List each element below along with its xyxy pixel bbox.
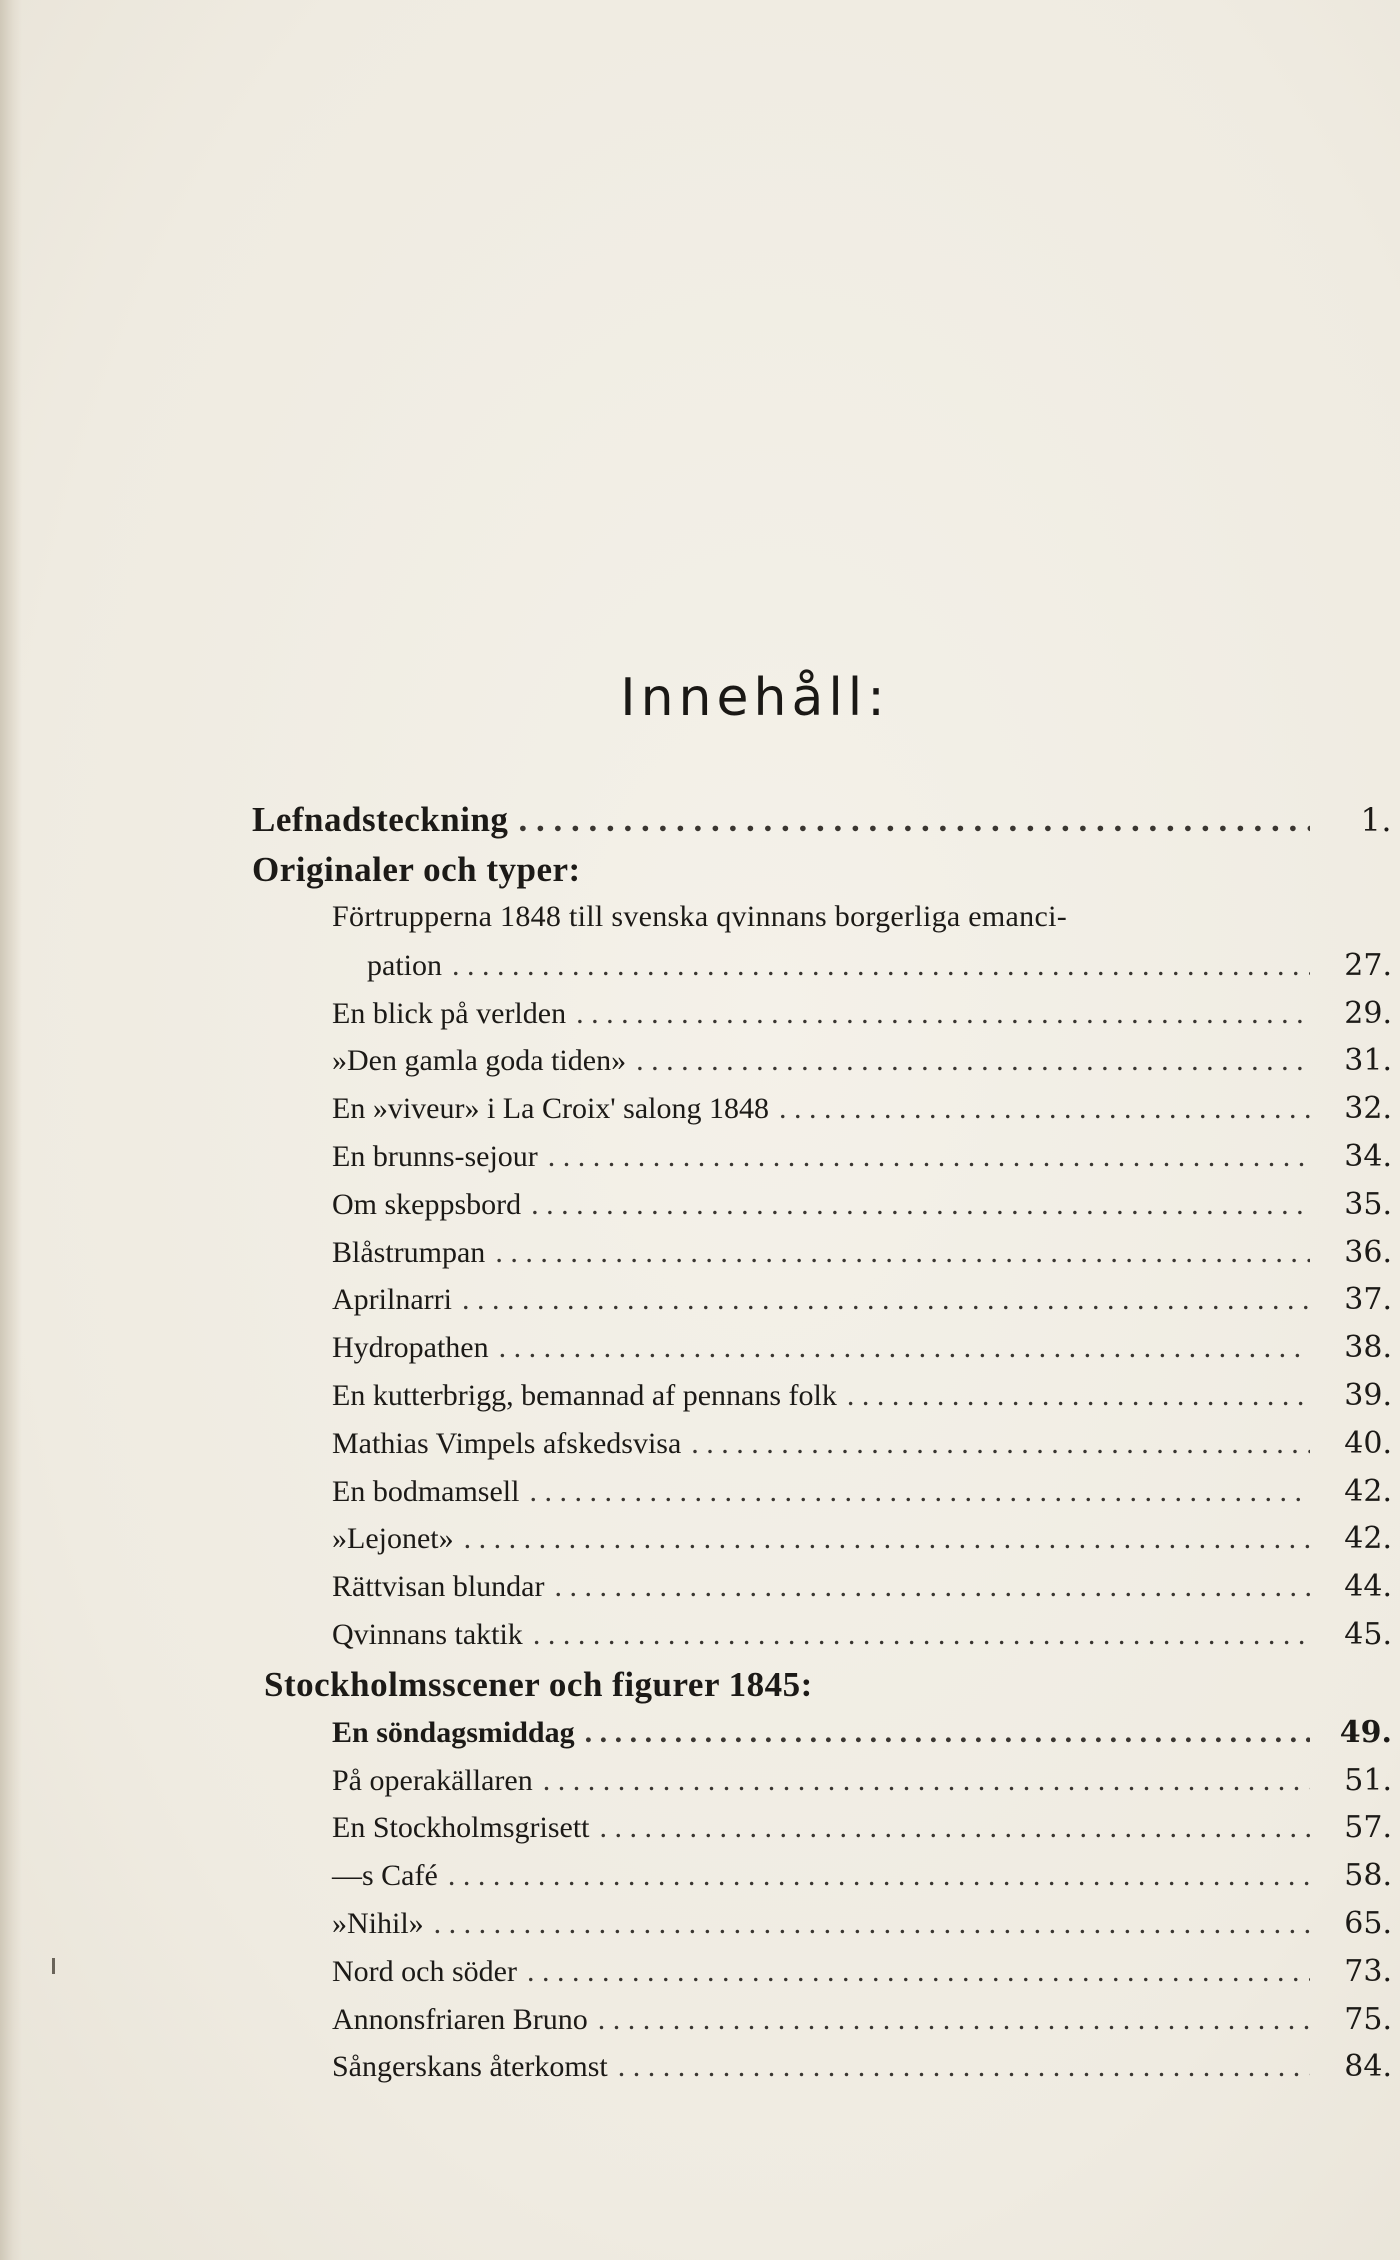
toc-entry-label: pation [367,948,442,982]
toc-entry [332,1426,1392,1474]
toc-entry-label: Annonsfriaren Bruno [332,2002,588,2036]
dot-leader [598,2003,1310,2037]
toc-entry-label: En brunns-sejour [332,1139,538,1173]
dot-leader [529,1475,1310,1509]
table-of-contents [252,800,1392,2097]
toc-entry [332,1569,1392,1617]
dot-leader [585,1716,1310,1750]
dot-leader [533,1618,1310,1652]
toc-entry [332,996,1392,1044]
dot-leader [452,949,1310,983]
dot-leader [543,1764,1310,1798]
toc-page-number: 39. [1344,1377,1392,1413]
toc-entry [332,1282,1392,1330]
dot-leader [636,1044,1310,1078]
section-heading-stockholmsscener [264,1665,1392,1715]
toc-entry-label: »Den gamla goda tiden» [332,1044,627,1078]
toc-entry [332,1139,1392,1187]
print-blemish [52,1958,55,1974]
toc-entry-label: En kutterbrigg, bemannad af pennans folk [332,1378,837,1412]
toc-entry [332,1235,1392,1283]
toc-page-number: 27. [1344,947,1392,983]
toc-entry-label: —s Café [332,1859,438,1893]
toc-entry-label: Mathias Vimpels afskedsvisa [332,1426,682,1460]
toc-entry [332,2002,1392,2050]
toc-page-number: 49. [1339,1714,1392,1750]
dot-leader [464,1522,1310,1556]
toc-entry-label: Hydropathen [332,1331,489,1365]
toc-page-number: 32. [1344,1091,1392,1127]
binding-edge [0,0,22,2260]
dot-leader [691,1427,1310,1461]
toc-page-number: 37. [1344,1282,1392,1318]
toc-page-number: 34. [1344,1138,1392,1174]
page-title: Innehåll: [620,668,890,728]
dot-leader [462,1283,1310,1317]
toc-entry-label: Om skeppsbord [332,1187,522,1221]
toc-entry-label: En Stockholmsgrisett [332,1811,590,1845]
toc-entry [332,1858,1392,1906]
dot-leader [434,1907,1310,1941]
toc-page-number: 65. [1344,1905,1392,1941]
toc-entry [332,1378,1392,1426]
toc-entry-label: Qvinnans taktik [332,1617,523,1651]
toc-entry-label: Förtrupperna 1848 till svenska qvinnans borgerliga emanci- [332,900,1068,933]
dot-leader [527,1955,1310,1989]
section-heading-label: Originaler och typer: [252,850,581,889]
toc-page-number: 35. [1344,1186,1392,1222]
toc-entry-label: Nord och söder [332,1954,517,1988]
toc-entry-label: »Nihil» [332,1906,424,1940]
toc-entry [332,2049,1392,2097]
toc-page-number: 42. [1344,1521,1392,1557]
toc-entry [332,1474,1392,1522]
section-heading-label: Stockholmsscener och figurer 1845: [264,1664,813,1704]
toc-page-number: 73. [1344,1953,1392,1989]
dot-leader [600,1811,1311,1845]
toc-entry [332,1954,1392,2002]
toc-entry [332,1906,1392,1954]
dot-leader [554,1570,1310,1604]
toc-entry [332,1763,1392,1811]
toc-entry [332,1521,1392,1569]
toc-page-number: 40. [1344,1425,1392,1461]
dot-leader [779,1092,1310,1126]
toc-entry-line [332,900,1392,948]
toc-entry [332,1043,1392,1091]
toc-entry [332,1091,1392,1139]
toc-entry [367,948,1392,996]
toc-entry [332,1187,1392,1235]
toc-entry-label: På operakällaren [332,1763,533,1797]
toc-entry [332,1330,1392,1378]
toc-page-number: 58. [1344,1858,1392,1894]
toc-entry-label: »Lejonet» [332,1522,454,1556]
toc-page-number: 29. [1344,995,1392,1031]
toc-page-number: 44. [1344,1569,1392,1605]
toc-page-number: 38. [1344,1330,1392,1366]
toc-entry-label: En blick på verlden [332,996,567,1030]
toc-page-number: 75. [1344,2001,1392,2037]
toc-page-number: 84. [1344,2049,1392,2085]
toc-entry-label: En söndagsmiddag [332,1715,575,1749]
dot-leader [499,1331,1310,1365]
toc-entry-label: Sångerskans återkomst [332,2050,608,2084]
toc-page-number: 45. [1344,1616,1392,1652]
toc-entry-label: En bodmamsell [332,1474,520,1508]
toc-page-number: 31. [1344,1043,1392,1079]
toc-page-number: 51. [1344,1762,1392,1798]
toc-entry-label: En »viveur» i La Croix' salong 1848 [332,1092,770,1126]
dot-leader [531,1188,1310,1222]
dot-leader [448,1859,1310,1893]
dot-leader [847,1379,1310,1413]
toc-entry-label: Rättvisan blundar [332,1570,545,1604]
dot-leader [548,1140,1310,1174]
toc-entry-label: Lefnadsteckning [252,800,509,839]
dot-leader [618,2050,1310,2084]
section-heading-originaler [252,850,1392,900]
toc-page-number: 1. [1360,801,1392,839]
toc-page-number: 36. [1344,1234,1392,1270]
toc-entry-label: Blåstrumpan [332,1235,486,1269]
toc-entry-lefnadsteckning [252,800,1392,850]
toc-entry-label: Aprilnarri [332,1283,452,1317]
dot-leader [518,800,1310,840]
dot-leader [576,997,1310,1031]
toc-entry [332,1617,1392,1665]
dot-leader [495,1236,1310,1270]
toc-page-number: 42. [1344,1473,1392,1509]
toc-entry [332,1810,1392,1858]
toc-entry [332,1715,1392,1763]
toc-page-number: 57. [1344,1810,1392,1846]
